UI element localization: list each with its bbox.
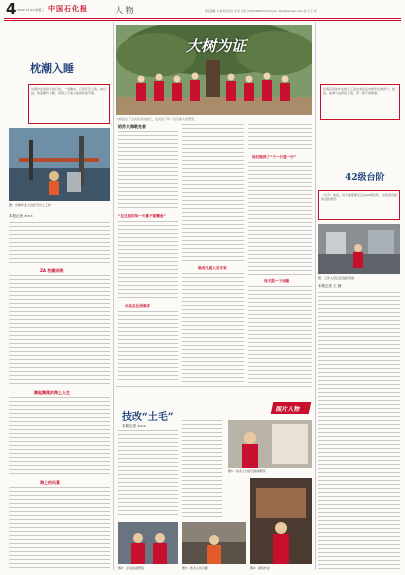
right-body-text — [318, 292, 400, 569]
center-subhead-b: 办法总比困难多 — [125, 304, 151, 308]
left-body-text-3 — [9, 397, 110, 477]
bottom-photo-2 — [118, 522, 178, 564]
center-subhead-e: 每天提一个问题 — [264, 279, 290, 283]
center-col2-text-b — [182, 273, 244, 383]
left-subhead-3: 海上的风景 — [40, 480, 60, 485]
center-col1-text-c — [118, 311, 178, 383]
date-line: 2022.11.23 星期三 — [17, 8, 45, 12]
left-body-text-4 — [9, 487, 110, 569]
center-subhead-c: 他们做到了“干一行爱一行” — [252, 155, 297, 159]
bottom-caption-3: 图3：技术人员合影 — [182, 566, 208, 570]
masthead-logo: 中国石化报 — [48, 4, 88, 13]
header-rule-thin — [4, 20, 401, 21]
header-rule — [4, 18, 401, 19]
left-photo-caption: 图：出海作业人员在平台上工作 — [9, 203, 52, 207]
right-photo — [318, 224, 400, 274]
bottom-photo-4 — [250, 478, 312, 564]
right-byline: 本报记者 王 静 — [318, 284, 342, 288]
bottom-caption-4: 图4：现场作业 — [250, 566, 270, 570]
center-banner-photo — [116, 25, 312, 115]
left-byline: 本报记者 ××× — [9, 214, 33, 218]
right-photo-caption: 图：工作人员正在巡检设备 — [318, 276, 355, 280]
left-subhead-2: 潮起潮落的海上人生 — [34, 390, 70, 395]
bottom-caption-1: 图1：技术人员在设备前研究 — [228, 469, 266, 473]
bottom-photo-3 — [182, 522, 246, 564]
header-credits: 责任编辑 方 敏 版式设计 李 彤 电话 (010)59963216 E-mail: rwzk@sinopec.com 校 对 王 伟 — [205, 10, 317, 13]
left-photo — [9, 128, 110, 201]
center-bottom-rule — [116, 386, 312, 387]
right-quote-box — [318, 190, 400, 220]
left-subhead-1: ZA 枕潮而眠 — [40, 268, 64, 273]
bottom-article-title: 技改“土毛” — [122, 412, 174, 423]
center-col2-text-a — [182, 124, 244, 264]
center-lead-head: 给苏大海敢先者 — [118, 124, 146, 129]
center-col3-text-c — [248, 286, 312, 383]
center-subhead-a: “在这里的每一天都不能懈怠” — [118, 214, 166, 218]
left-intro-text: 出海作业是每天的日常，一觉醒来，已是茫茫大海。她们说，枕着潮声入睡，是海上石油人最真实的写照。 — [31, 87, 107, 95]
left-body-text-1 — [9, 222, 110, 266]
right-intro-text: 在海底某处作业的王工是这支队伍中最年轻的骨干。他说，能参与这样的工程，是一辈子的骄傲。 — [323, 87, 396, 95]
right-column-rule — [315, 22, 316, 570]
bottom-photo-1 — [228, 420, 312, 468]
banner-caption: 大树见证了这支队伍的成长，也见证了每一位石油人的坚守。 — [116, 117, 198, 121]
right-quote-text: （文字）他说，每天他都要走过这42级台阶，去检查设备的运转情况。 — [321, 193, 397, 201]
page-number: 4 — [6, 0, 17, 18]
bottom-tag-label: 图片人物 — [274, 406, 301, 413]
section-title: 人 物 — [115, 6, 134, 15]
bottom-body-text-2 — [182, 420, 222, 518]
banner-title: 大树为证 — [186, 37, 247, 55]
left-article-title: 枕潮入睡 — [30, 62, 74, 75]
center-col3-text-b — [248, 162, 312, 276]
left-column-rule — [113, 22, 114, 570]
left-body-text-2 — [9, 275, 110, 387]
right-intro-box — [320, 84, 400, 120]
bottom-body-text-1 — [118, 430, 178, 518]
bottom-tag — [271, 402, 312, 414]
center-col1-text-a — [118, 131, 178, 211]
bottom-byline: 本报记者 ××× — [122, 424, 146, 428]
center-subhead-d: 做成凡就人员专家 — [198, 266, 227, 270]
left-intro-box — [28, 84, 110, 124]
center-col3-text-a — [248, 124, 312, 152]
right-article-title: 42级台阶 — [345, 173, 385, 183]
bottom-caption-2: 图2：正在检查管线 — [118, 566, 144, 570]
center-col1-text-b — [118, 221, 178, 301]
